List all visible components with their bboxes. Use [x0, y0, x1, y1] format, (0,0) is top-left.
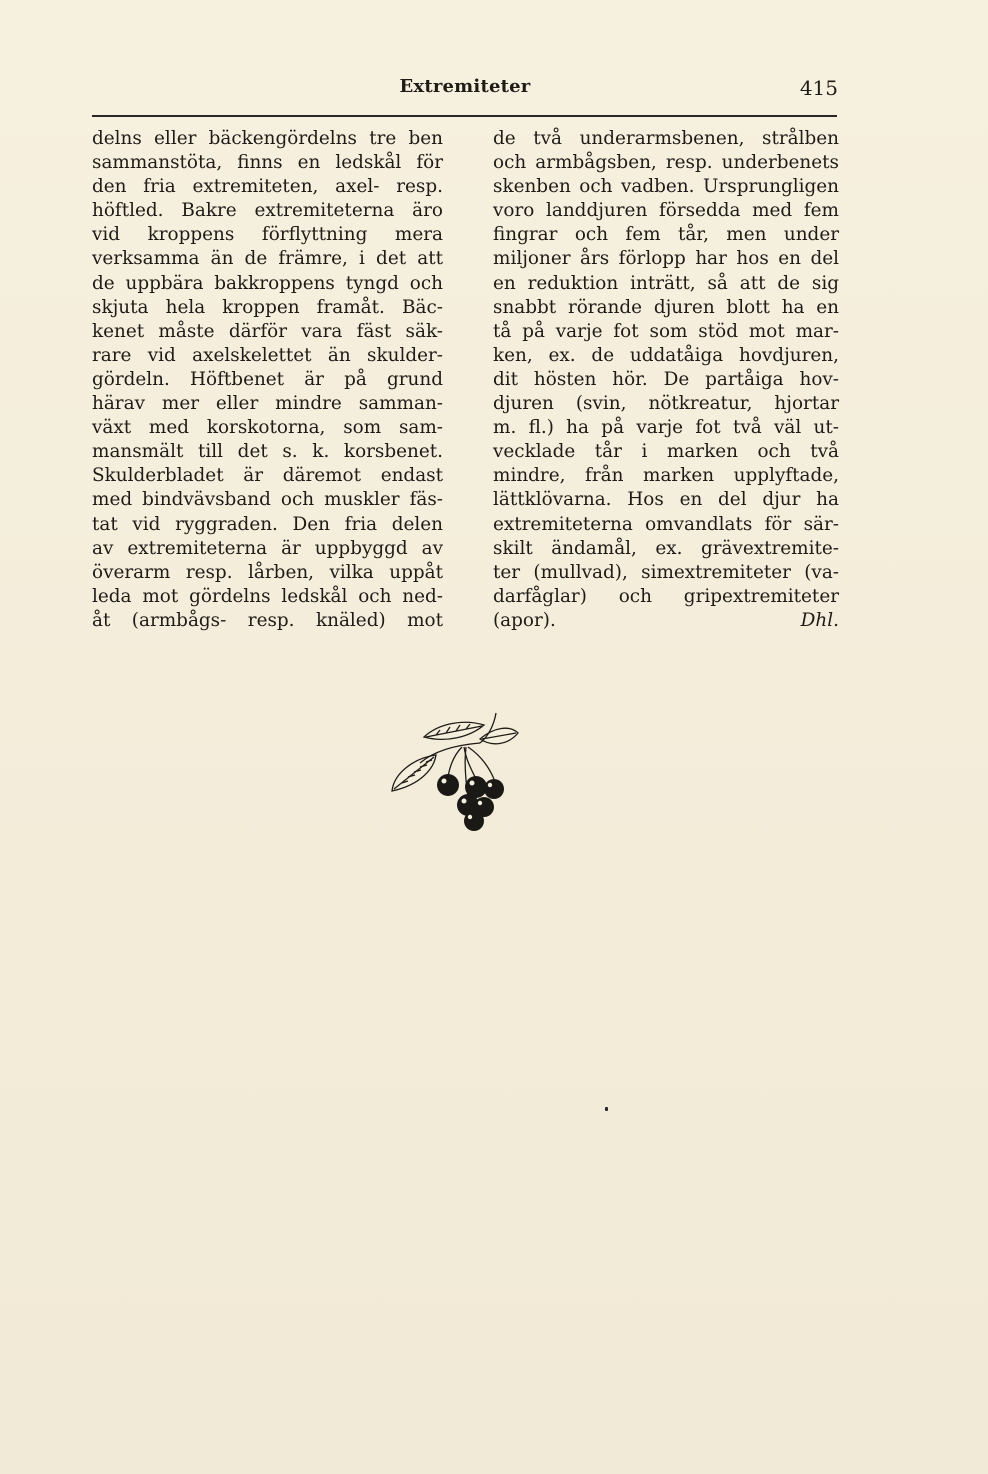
- text-line: överarm resp. lårben, vilka uppåt: [92, 561, 443, 583]
- text-line: extremiteterna omvandlats för sär-: [493, 513, 839, 535]
- text-line: vecklade tår i marken och två: [493, 441, 839, 463]
- text-line: och armbågsben, resp. underbenets: [493, 152, 839, 174]
- text-line: den fria extremiteten, axel- resp.: [92, 176, 443, 198]
- text-line: leda mot gördelns ledskål och ned-: [92, 585, 443, 607]
- text-line: skilt ändamål, ex. grävextremite-: [493, 537, 839, 559]
- text-line: voro landdjuren försedda med fem: [493, 200, 839, 222]
- text-line: rare vid axelskelettet än skulder-: [92, 344, 443, 366]
- header-rule: [92, 115, 837, 117]
- cherries-illustration: [384, 703, 524, 833]
- text-line: en reduktion inträtt, så att de sig: [493, 272, 839, 294]
- text-line: lättklövarna. Hos en del djur ha: [493, 489, 839, 511]
- text-line: snabbt rörande djuren blott ha en: [493, 296, 839, 318]
- text-line: växt med korskotorna, som sam-: [92, 417, 443, 439]
- text-line: skenben och vadben. Ursprungligen: [493, 176, 839, 198]
- paper-speck: [605, 1107, 608, 1111]
- text-line: av extremiteterna är uppbyggd av: [92, 537, 443, 559]
- text-line: tå på varje fot som stöd mot mar-: [493, 320, 839, 342]
- text-line: m. fl.) ha på varje fot två väl ut-: [493, 417, 839, 439]
- text-line: delns eller bäckengördelns tre ben: [92, 128, 443, 149]
- closing-text: (apor).: [493, 609, 556, 631]
- text-line: vid kroppens förflyttning mera: [92, 224, 443, 246]
- text-line: åt (armbågs- resp. knäled) mot: [92, 609, 443, 631]
- text-line: verksamma än de främre, i det att: [92, 248, 443, 270]
- text-line: mansmält till det s. k. korsbenet.: [92, 441, 443, 463]
- text-line: fingrar och fem tår, men under: [493, 224, 839, 246]
- text-line: ken, ex. de uddatåiga hovdjuren,: [493, 344, 839, 366]
- text-line: höftled. Bakre extremiteterna äro: [92, 200, 443, 222]
- text-line: tat vid ryggraden. Den fria delen: [92, 513, 443, 535]
- text-line: sammanstöta, finns en ledskål för: [92, 152, 443, 174]
- text-line: de två underarmsbenen, strålben: [493, 128, 839, 149]
- text-line: djuren (svin, nötkreatur, hjortar: [493, 393, 839, 415]
- text-line: kenet måste därför vara fäst säk-: [92, 320, 443, 342]
- text-line: ter (mullvad), simextremiteter (va-: [493, 561, 839, 583]
- closing-line: [493, 609, 839, 633]
- text-line: dit hösten hör. De partåiga hov-: [493, 368, 839, 390]
- page-header: [92, 74, 838, 102]
- text-line: miljoner års förlopp har hos en del: [493, 248, 839, 270]
- text-line: skjuta hela kroppen framåt. Bäc-: [92, 296, 443, 318]
- page-number: 415: [799, 76, 838, 100]
- text-line: de uppbära bakkroppens tyngd och: [92, 272, 443, 294]
- text-line: gördeln. Höftbenet är på grund: [92, 368, 443, 390]
- text-line: darfåglar) och gripextremiteter: [493, 585, 839, 607]
- text-line: Skulderbladet är däremot endast: [92, 465, 443, 487]
- text-line: härav mer eller mindre samman-: [92, 393, 443, 415]
- text-line: med bindvävsband och muskler fäs-: [92, 489, 443, 511]
- text-line: mindre, från marken upplyftade,: [493, 465, 839, 487]
- running-title: Extremiteter: [399, 76, 531, 97]
- author-signature: Dhl.: [800, 609, 839, 631]
- right-column: [493, 127, 839, 633]
- left-column: [92, 127, 443, 633]
